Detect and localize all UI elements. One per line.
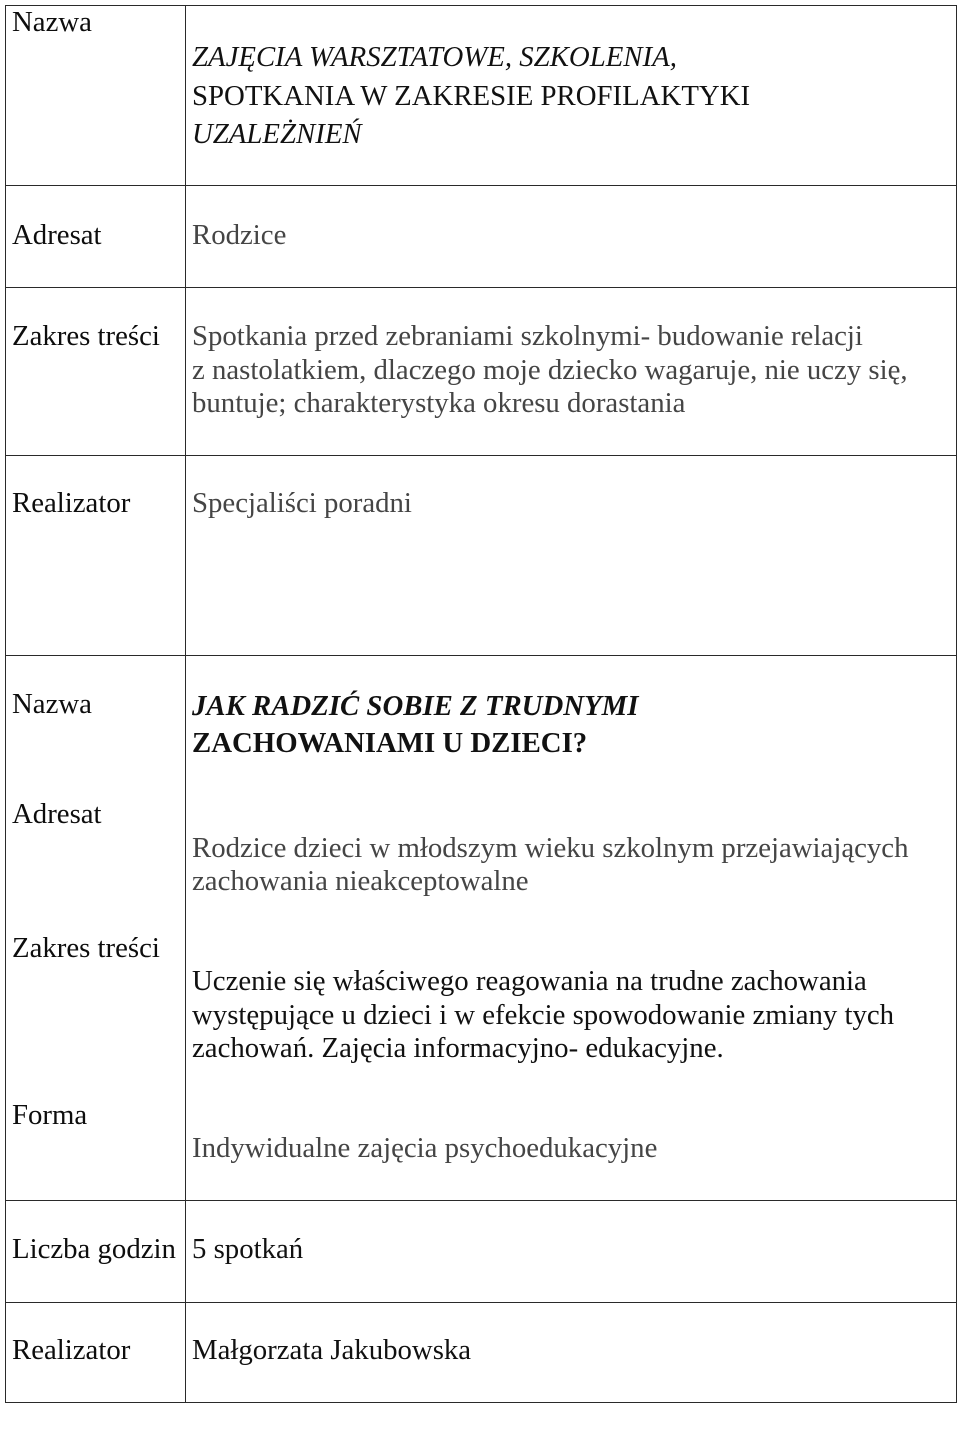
program-title-line: ZAJĘCIA WARSZTATOWE, SZKOLENIA, xyxy=(192,41,677,73)
zakres-tresci-line: zachowań. Zajęcia informacyjno- edukacyjne. xyxy=(192,1032,724,1064)
forma-value: Indywidualne zajęcia psychoedukacyjne xyxy=(192,1132,658,1164)
program-table xyxy=(5,5,957,1403)
value-cell xyxy=(186,288,956,455)
label-adresat: Adresat xyxy=(12,798,102,830)
row-adresat-program-1 xyxy=(6,185,956,287)
label-cell xyxy=(6,1201,186,1302)
label-cell xyxy=(6,6,186,185)
row-zakres-tresci-program-1 xyxy=(6,287,956,455)
program-title-line: ZACHOWANIAMI U DZIECI? xyxy=(192,727,588,759)
label-zakres-tresci: Zakres treści xyxy=(12,932,160,964)
label-realizator: Realizator xyxy=(12,1334,131,1366)
program-title-line: JAK RADZIĆ SOBIE Z TRUDNYMI xyxy=(192,690,639,722)
realizator-value: Specjaliści poradni xyxy=(192,487,412,519)
row-nazwa-program-1 xyxy=(6,5,956,185)
label-liczba-godzin: Liczba godzin xyxy=(12,1233,176,1265)
zakres-tresci-line: z nastolatkiem, dlaczego moje dziecko wagaruje, nie uczy się, xyxy=(192,354,908,386)
label-cell xyxy=(6,656,186,1200)
adresat-line: zachowania nieakceptowalne xyxy=(192,865,529,897)
zakres-tresci-line: Spotkania przed zebraniami szkolnymi- budowanie relacji xyxy=(192,320,863,352)
row-details-program-2 xyxy=(6,655,956,1200)
adresat-value: Rodzice xyxy=(192,219,287,251)
zakres-tresci-line: występujące u dzieci i w efekcie spowodowanie zmiany tych xyxy=(192,999,895,1031)
value-cell xyxy=(186,186,956,287)
row-liczba-godzin-program-2 xyxy=(6,1200,956,1302)
value-cell xyxy=(186,1303,956,1402)
realizator-value: Małgorzata Jakubowska xyxy=(192,1334,472,1366)
value-cell xyxy=(186,6,956,185)
value-cell xyxy=(186,656,956,1200)
program-title-line: SPOTKANIA W ZAKRESIE PROFILAKTYKI xyxy=(192,80,751,112)
label-zakres-tresci: Zakres treści xyxy=(12,320,160,352)
label-realizator: Realizator xyxy=(12,487,131,519)
value-cell xyxy=(186,1201,956,1302)
zakres-tresci-line: buntuje; charakterystyka okresu dorastania xyxy=(192,387,686,419)
liczba-godzin-value: 5 spotkań xyxy=(192,1233,304,1265)
zakres-tresci-line: Uczenie się właściwego reagowania na trudne zachowania xyxy=(192,965,867,997)
label-cell xyxy=(6,456,186,655)
label-nazwa: Nazwa xyxy=(12,688,92,720)
label-cell xyxy=(6,288,186,455)
label-nazwa: Nazwa xyxy=(12,6,92,38)
value-cell xyxy=(186,456,956,655)
label-adresat: Adresat xyxy=(12,219,102,251)
adresat-line: Rodzice dzieci w młodszym wieku szkolnym przejawiających xyxy=(192,832,909,864)
label-forma: Forma xyxy=(12,1099,88,1131)
row-realizator-program-1 xyxy=(6,455,956,655)
program-title-line: UZALEŻNIEŃ xyxy=(192,118,362,150)
label-cell xyxy=(6,186,186,287)
row-realizator-program-2 xyxy=(6,1302,956,1402)
label-cell xyxy=(6,1303,186,1402)
